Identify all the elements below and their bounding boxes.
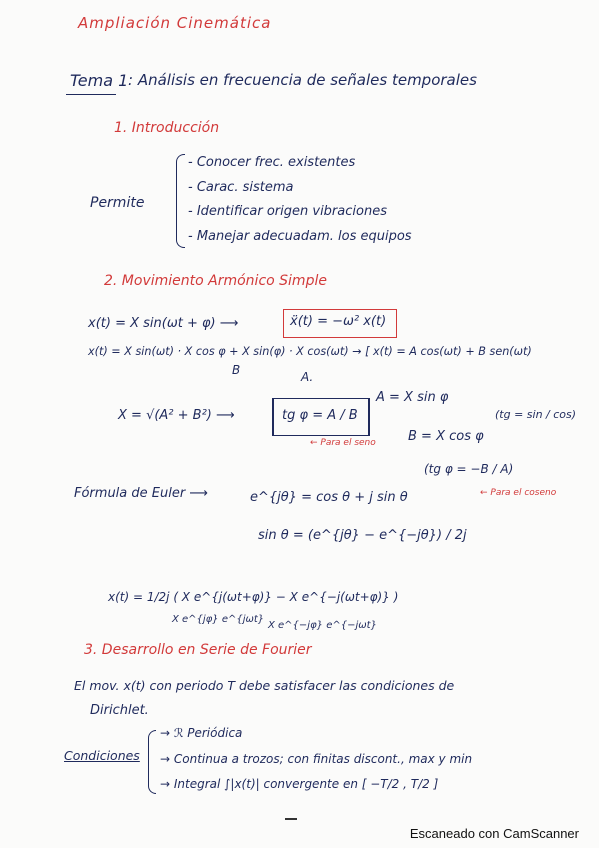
underbrace-1: X e^{jφ} e^{jωt} bbox=[172, 614, 265, 625]
permite-brace bbox=[176, 154, 185, 248]
tangent-ratio: (tg = sin / cos) bbox=[495, 408, 577, 421]
note-seno: ← Para el seno bbox=[310, 438, 376, 448]
permite-item-4: - Manejar adecuadam. los equipos bbox=[188, 229, 412, 244]
tema-title: : Análisis en frecuencia de señales temporales bbox=[128, 71, 477, 89]
condition-1: → ℛ Periódica bbox=[160, 726, 243, 740]
section-2-heading: 2. Movimiento Armónico Simple bbox=[104, 273, 327, 289]
euler-label: Fórmula de Euler ⟶ bbox=[74, 486, 208, 501]
permite-item-1: - Conocer frec. existentes bbox=[188, 155, 356, 170]
condition-2: → Continua a trozos; con finitas discont., max y min bbox=[160, 752, 473, 766]
note-coseno: ← Para el coseno bbox=[480, 488, 557, 498]
tangent-cos-equation: (tg φ = −B / A) bbox=[424, 462, 514, 476]
scanner-watermark: Escaneado con CamScanner bbox=[409, 826, 579, 841]
condition-3: → Integral ∫|x(t)| convergente en [ −T/2 , T/2 ] bbox=[160, 777, 439, 791]
tangent-equation: tg φ = A / B bbox=[282, 408, 358, 423]
permite-item-2: - Carac. sistema bbox=[188, 180, 294, 195]
amplitude-equation: X = √(A² + B²) ⟶ bbox=[118, 408, 235, 423]
B-equation: B = X cos φ bbox=[408, 429, 484, 444]
conditions-label: Condiciones bbox=[64, 748, 140, 763]
page-dash bbox=[285, 818, 297, 820]
mas-equation-2: x(t) = X sin(ωt) · X cos φ + X sin(φ) · X cos(ωt) → [ x(t) = A cos(ωt) + B sen(ωt) bbox=[88, 345, 532, 358]
section-1-heading: 1. Introducción bbox=[114, 120, 220, 136]
label-B: B bbox=[232, 363, 241, 377]
tema-label: Tema 1 bbox=[70, 71, 129, 90]
euler-equation: e^{jθ} = cos θ + j sin θ bbox=[250, 490, 408, 505]
permite-item-3: - Identificar origen vibraciones bbox=[188, 204, 387, 219]
fourier-line-2: Dirichlet. bbox=[90, 703, 149, 718]
section-3-heading: 3. Desarrollo en Serie de Fourier bbox=[84, 642, 312, 658]
conditions-brace bbox=[148, 730, 156, 794]
tema-underline bbox=[66, 94, 116, 95]
fourier-line-1: El mov. x(t) con periodo T debe satisfacer las condiciones de bbox=[74, 678, 455, 693]
acceleration-equation: ẍ(t) = −ω² x(t) bbox=[290, 314, 387, 329]
sin-equation: sin θ = (e^{jθ} − e^{−jθ}) / 2j bbox=[258, 528, 467, 543]
A-equation: A = X sin φ bbox=[376, 390, 449, 405]
xt-complex-equation: x(t) = 1/2j ( X e^{j(ωt+φ)} − X e^{−j(ωt+φ)} ) bbox=[108, 590, 399, 604]
course-title: Ampliación Cinemática bbox=[78, 14, 272, 32]
mas-equation-1: x(t) = X sin(ωt + φ) ⟶ bbox=[88, 316, 239, 331]
label-A: A. bbox=[301, 370, 314, 384]
underbrace-2: X e^{−jφ} e^{−jωt} bbox=[268, 620, 377, 631]
permite-label: Permite bbox=[90, 195, 145, 211]
